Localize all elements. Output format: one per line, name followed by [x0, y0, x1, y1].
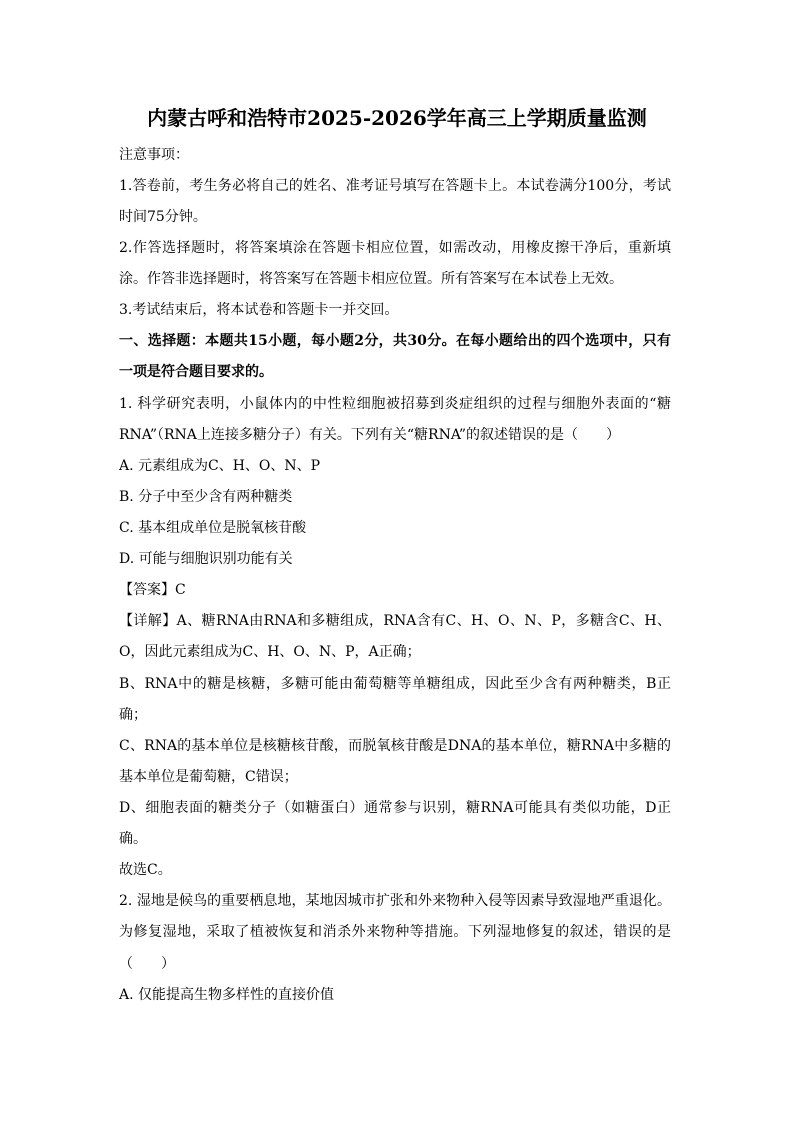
page-title: 内蒙古呼和浩特市2025-2026学年高三上学期质量监测	[147, 106, 647, 130]
notice-item-1-line-1: 1.答卷前，考生务必将自己的姓名、准考证号填写在答题卡上。本试卷满分100分，考试	[119, 178, 671, 194]
question-1-stem-line-1: 1. 科学研究表明，小鼠体内的中性粒细胞被招募到炎症组织的过程与细胞外表面的“糖	[119, 396, 671, 412]
question-1-explain-line-1: 【详解】A、糖RNA由RNA和多糖组成，RNA含有C、H、O、N、P，多糖含C、H、	[119, 613, 671, 629]
question-2-option-a: A. 仅能提高生物多样性的直接价值	[119, 987, 335, 1003]
question-1-option-d: D. 可能与细胞识别功能有关	[119, 551, 293, 567]
notice-item-3: 3.考试结束后，将本试卷和答题卡一并交回。	[119, 302, 399, 318]
question-1-explain-line-4: 确；	[119, 707, 147, 723]
notice-item-1-line-2: 时间75分钟。	[119, 209, 207, 225]
question-1-explain-line-2: O，因此元素组成为C、H、O、N、P，A正确；	[119, 644, 421, 660]
question-1-explain-line-9: 故选C。	[119, 862, 172, 878]
question-1-explain-line-3: B、RNA中的糖是核糖，多糖可能由葡萄糖等单糖组成，因此至少含有两种糖类，B正	[119, 676, 671, 692]
section-heading-line-2: 一项是符合题目要求的。	[119, 364, 273, 380]
question-1-explain-line-5: C、RNA的基本单位是核糖核苷酸，而脱氧核苷酸是DNA的基本单位，糖RNA中多糖的	[119, 738, 671, 754]
notice-heading: 注意事项：	[119, 147, 189, 163]
question-2-stem-line-1: 2. 湿地是候鸟的重要栖息地，某地因城市扩张和外来物种入侵等因素导致湿地严重退化。	[119, 893, 671, 909]
question-1-answer: 【答案】C	[119, 582, 186, 598]
question-1-option-a: A. 元素组成为C、H、O、N、P	[119, 458, 321, 474]
question-1-explain-line-6: 基本单位是葡萄糖，C错误；	[119, 769, 298, 785]
question-1-option-b: B. 分子中至少含有两种糖类	[119, 489, 293, 505]
notice-item-2-line-2: 涂。作答非选择题时，将答案写在答题卡相应位置。所有答案写在本试卷上无效。	[119, 271, 623, 287]
question-2-stem-line-3: （ ）	[119, 956, 175, 972]
question-1-stem-line-2: RNA”（RNA上连接多糖分子）有关。下列有关“糖RNA”的叙述错误的是（ ）	[119, 427, 621, 443]
section-heading-line-1: 一、选择题：本题共15小题，每小题2分，共30分。在每小题给出的四个选项中，只有	[119, 333, 671, 349]
question-1-option-c: C. 基本组成单位是脱氧核苷酸	[119, 520, 307, 536]
question-1-explain-line-7: D、细胞表面的糖类分子（如糖蛋白）通常参与识别，糖RNA可能具有类似功能，D正	[119, 800, 671, 816]
notice-item-2-line-1: 2.作答选择题时，将答案填涂在答题卡相应位置，如需改动，用橡皮擦干净后，重新填	[119, 240, 671, 256]
question-1-explain-line-8: 确。	[119, 831, 147, 847]
question-2-stem-line-2: 为修复湿地，采取了植被恢复和消杀外来物种等措施。下列湿地修复的叙述，错误的是	[119, 924, 671, 940]
